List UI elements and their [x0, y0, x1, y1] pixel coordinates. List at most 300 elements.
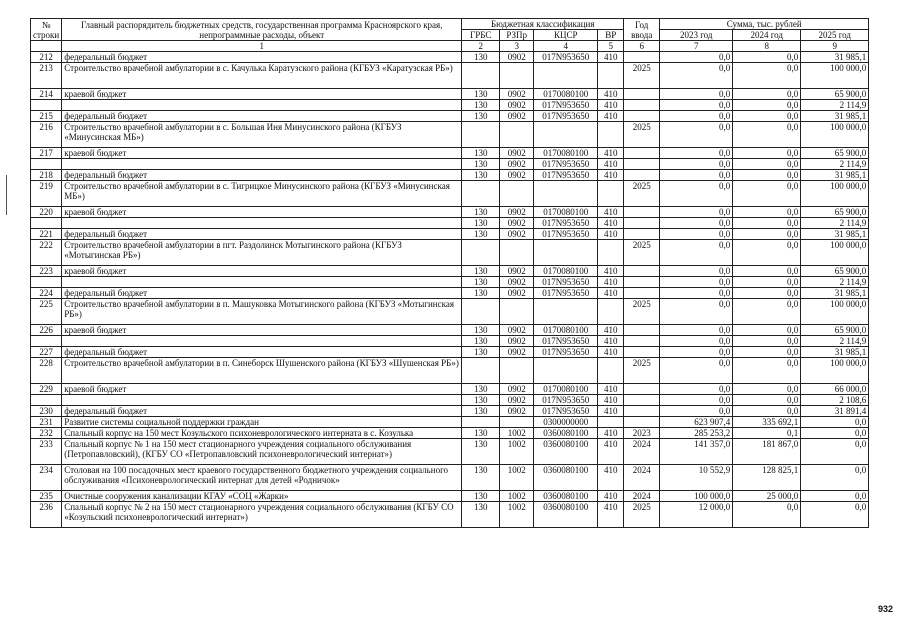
sum-2023-cell: 0,0: [660, 395, 733, 406]
csr-cell: 017N953650: [534, 406, 598, 417]
rzpr-cell: 0902: [500, 89, 534, 100]
sum-2023-cell: 12 000,0: [660, 502, 733, 528]
csr-cell: 017N953650: [534, 277, 598, 288]
csr-cell: 017N953650: [534, 395, 598, 406]
rzpr-cell: 1002: [500, 465, 534, 491]
grbs-cell: 130: [462, 428, 500, 439]
table-row: [31, 207, 869, 218]
description-cell: краевой бюджет: [62, 207, 462, 218]
colnum-1: 1: [62, 41, 462, 52]
description-cell: Строительство врачебной амбулатории в с. Тигрицкое Минусинского района (КГБУЗ «Минусинская МБ»): [62, 181, 462, 207]
table-row: [31, 439, 869, 465]
rzpr-cell: [500, 240, 534, 266]
row-number-cell: 225: [31, 299, 62, 325]
grbs-cell: 130: [462, 159, 500, 170]
csr-cell: 017N953650: [534, 111, 598, 122]
sum-2023-cell: 285 253,2: [660, 428, 733, 439]
sum-2025-cell: 0,0: [801, 417, 869, 428]
sum-2025-cell: 65 900,0: [801, 266, 869, 277]
table-row: [31, 395, 869, 406]
description-cell: федеральный бюджет: [62, 52, 462, 63]
vr-cell: [598, 358, 624, 384]
header-rzpr: РЗПр: [500, 30, 534, 41]
vr-cell: 410: [598, 170, 624, 181]
sum-2025-cell: 31 985,1: [801, 170, 869, 181]
sum-2025-cell: 0,0: [801, 428, 869, 439]
row-number-cell: 228: [31, 358, 62, 384]
year-input-cell: [624, 417, 660, 428]
sum-2025-cell: 2 114,9: [801, 100, 869, 111]
sum-2023-cell: 0,0: [660, 336, 733, 347]
rzpr-cell: 0902: [500, 148, 534, 159]
grbs-cell: 130: [462, 277, 500, 288]
csr-cell: 0360080100: [534, 428, 598, 439]
year-input-cell: 2025: [624, 122, 660, 148]
row-number-cell: 220: [31, 207, 62, 218]
rzpr-cell: 1002: [500, 491, 534, 502]
row-number-cell: 230: [31, 406, 62, 417]
sum-2023-cell: 0,0: [660, 384, 733, 395]
sum-2025-cell: 0,0: [801, 439, 869, 465]
rzpr-cell: 0902: [500, 336, 534, 347]
grbs-cell: 130: [462, 384, 500, 395]
vr-cell: 410: [598, 325, 624, 336]
rzpr-cell: 0902: [500, 325, 534, 336]
header-csr: КЦСР: [534, 30, 598, 41]
description-cell: [62, 277, 462, 288]
vr-cell: 410: [598, 347, 624, 358]
grbs-cell: [462, 122, 500, 148]
year-input-cell: [624, 384, 660, 395]
table-row: [31, 122, 869, 148]
colnum-4: 4: [534, 41, 598, 52]
year-input-cell: [624, 395, 660, 406]
sum-2025-cell: 2 108,6: [801, 395, 869, 406]
csr-cell: 017N953650: [534, 229, 598, 240]
sum-2025-cell: 31 985,1: [801, 229, 869, 240]
csr-cell: 017N953650: [534, 336, 598, 347]
sum-2024-cell: 0,0: [733, 240, 801, 266]
description-cell: федеральный бюджет: [62, 111, 462, 122]
csr-cell: 017N953650: [534, 347, 598, 358]
sum-2025-cell: 2 114,9: [801, 218, 869, 229]
grbs-cell: 130: [462, 148, 500, 159]
csr-cell: 0170080100: [534, 325, 598, 336]
vr-cell: 410: [598, 384, 624, 395]
table-row: [31, 288, 869, 299]
row-number-cell: 229: [31, 384, 62, 395]
csr-cell: 0360080100: [534, 439, 598, 465]
page-number: 932: [878, 604, 894, 614]
table-row: [31, 266, 869, 277]
margin-mark: [6, 175, 7, 215]
grbs-cell: [462, 240, 500, 266]
rzpr-cell: 0902: [500, 277, 534, 288]
row-number-cell: 226: [31, 325, 62, 336]
vr-cell: 410: [598, 502, 624, 528]
csr-cell: 0170080100: [534, 384, 598, 395]
grbs-cell: 130: [462, 439, 500, 465]
rzpr-cell: [500, 181, 534, 207]
sum-2023-cell: 0,0: [660, 299, 733, 325]
table-row: [31, 491, 869, 502]
rzpr-cell: [500, 63, 534, 89]
description-cell: [62, 395, 462, 406]
description-cell: федеральный бюджет: [62, 170, 462, 181]
rzpr-cell: 0902: [500, 52, 534, 63]
sum-2024-cell: 0,0: [733, 52, 801, 63]
csr-cell: 0170080100: [534, 207, 598, 218]
sum-2024-cell: 0,0: [733, 148, 801, 159]
table-row: [31, 52, 869, 63]
sum-2025-cell: 65 900,0: [801, 89, 869, 100]
year-input-cell: 2025: [624, 502, 660, 528]
table-row: [31, 100, 869, 111]
year-input-cell: [624, 325, 660, 336]
csr-cell: 0360080100: [534, 465, 598, 491]
vr-cell: 410: [598, 406, 624, 417]
rzpr-cell: [500, 358, 534, 384]
sum-2023-cell: 0,0: [660, 111, 733, 122]
sum-2023-cell: 0,0: [660, 325, 733, 336]
header-2024: 2024 год: [733, 30, 801, 41]
colnum-6: 6: [624, 41, 660, 52]
row-number-cell: 235: [31, 491, 62, 502]
row-number-cell: 218: [31, 170, 62, 181]
sum-2024-cell: 0,0: [733, 358, 801, 384]
year-input-cell: [624, 406, 660, 417]
colnum-5: 5: [598, 41, 624, 52]
sum-2025-cell: 65 900,0: [801, 148, 869, 159]
year-input-cell: [624, 266, 660, 277]
sum-2025-cell: 31 985,1: [801, 52, 869, 63]
sum-2025-cell: 100 000,0: [801, 181, 869, 207]
row-number-cell: 236: [31, 502, 62, 528]
vr-cell: 410: [598, 218, 624, 229]
rzpr-cell: 1002: [500, 502, 534, 528]
sum-2024-cell: 0,0: [733, 277, 801, 288]
row-number-cell: 231: [31, 417, 62, 428]
sum-2023-cell: 0,0: [660, 240, 733, 266]
table-row: [31, 277, 869, 288]
rzpr-cell: 0902: [500, 207, 534, 218]
row-number-cell: [31, 336, 62, 347]
row-number-cell: 223: [31, 266, 62, 277]
sum-2023-cell: 0,0: [660, 277, 733, 288]
grbs-cell: 130: [462, 395, 500, 406]
sum-2023-cell: 0,0: [660, 266, 733, 277]
sum-2024-cell: 0,0: [733, 229, 801, 240]
sum-2024-cell: 0,0: [733, 63, 801, 89]
row-number-cell: 224: [31, 288, 62, 299]
sum-2025-cell: 100 000,0: [801, 358, 869, 384]
grbs-cell: 130: [462, 111, 500, 122]
sum-2025-cell: 0,0: [801, 465, 869, 491]
rzpr-cell: [500, 299, 534, 325]
row-number-cell: 216: [31, 122, 62, 148]
colnum-8: 8: [733, 41, 801, 52]
sum-2023-cell: 0,0: [660, 181, 733, 207]
year-input-cell: 2023: [624, 428, 660, 439]
row-number-cell: 212: [31, 52, 62, 63]
sum-2023-cell: 10 552,9: [660, 465, 733, 491]
table-row: [31, 111, 869, 122]
csr-cell: 0170080100: [534, 89, 598, 100]
year-input-cell: [624, 347, 660, 358]
csr-cell: 017N953650: [534, 288, 598, 299]
table-row: [31, 299, 869, 325]
budget-table: [30, 18, 869, 528]
description-cell: краевой бюджет: [62, 89, 462, 100]
sum-2025-cell: 2 114,9: [801, 277, 869, 288]
sum-2023-cell: 0,0: [660, 229, 733, 240]
table-row: [31, 406, 869, 417]
table-body: [31, 52, 869, 528]
grbs-cell: 130: [462, 406, 500, 417]
description-cell: Развитие системы социальной поддержки граждан: [62, 417, 462, 428]
grbs-cell: [462, 181, 500, 207]
table-row: [31, 358, 869, 384]
row-number-cell: 213: [31, 63, 62, 89]
grbs-cell: 130: [462, 52, 500, 63]
header-budget-class: Бюджетная классификация: [462, 19, 624, 30]
sum-2024-cell: 0,0: [733, 170, 801, 181]
csr-cell: 0360080100: [534, 502, 598, 528]
csr-cell: 0170080100: [534, 266, 598, 277]
row-number-cell: 214: [31, 89, 62, 100]
sum-2025-cell: 66 000,0: [801, 384, 869, 395]
table-header: [31, 19, 869, 52]
year-input-cell: 2024: [624, 465, 660, 491]
rzpr-cell: 1002: [500, 428, 534, 439]
row-number-cell: [31, 277, 62, 288]
table-row: [31, 325, 869, 336]
grbs-cell: [462, 63, 500, 89]
grbs-cell: 130: [462, 218, 500, 229]
year-input-cell: [624, 336, 660, 347]
grbs-cell: 130: [462, 229, 500, 240]
csr-cell: 0300000000: [534, 417, 598, 428]
year-input-cell: [624, 229, 660, 240]
sum-2025-cell: 100 000,0: [801, 299, 869, 325]
rzpr-cell: 0902: [500, 100, 534, 111]
vr-cell: 410: [598, 491, 624, 502]
vr-cell: 410: [598, 89, 624, 100]
sum-2024-cell: 0,0: [733, 336, 801, 347]
year-input-cell: [624, 277, 660, 288]
row-number-cell: 219: [31, 181, 62, 207]
rzpr-cell: 0902: [500, 229, 534, 240]
csr-cell: [534, 181, 598, 207]
description-cell: федеральный бюджет: [62, 288, 462, 299]
colnum-3: 3: [500, 41, 534, 52]
year-input-cell: 2025: [624, 181, 660, 207]
year-input-cell: 2025: [624, 299, 660, 325]
sum-2024-cell: 0,0: [733, 384, 801, 395]
year-input-cell: [624, 288, 660, 299]
budget-table-sheet: [30, 18, 869, 528]
csr-cell: [534, 358, 598, 384]
sum-2023-cell: 0,0: [660, 170, 733, 181]
description-cell: краевой бюджет: [62, 325, 462, 336]
description-cell: федеральный бюджет: [62, 347, 462, 358]
vr-cell: [598, 417, 624, 428]
sum-2023-cell: 0,0: [660, 218, 733, 229]
vr-cell: 410: [598, 207, 624, 218]
year-input-cell: [624, 100, 660, 111]
row-number-cell: 222: [31, 240, 62, 266]
column-number-row: [31, 41, 869, 52]
vr-cell: 410: [598, 266, 624, 277]
description-cell: Строительство врачебной амбулатории в п. Машуковка Мотыгинского района (КГБУЗ «Мотыгинская РБ»): [62, 299, 462, 325]
sum-2024-cell: 0,0: [733, 406, 801, 417]
grbs-cell: 130: [462, 288, 500, 299]
description-cell: краевой бюджет: [62, 384, 462, 395]
header-grbs: ГРБС: [462, 30, 500, 41]
vr-cell: 410: [598, 439, 624, 465]
grbs-cell: [462, 417, 500, 428]
table-row: [31, 229, 869, 240]
rzpr-cell: 0902: [500, 170, 534, 181]
table-row: [31, 63, 869, 89]
sum-2023-cell: 0,0: [660, 63, 733, 89]
colnum-7: 7: [660, 41, 733, 52]
sum-2024-cell: 0,0: [733, 218, 801, 229]
description-cell: Столовая на 100 посадочных мест краевого государственного бюджетного учреждения социального обслуживания «Психоневрологический интернат для детей «Родничок»: [62, 465, 462, 491]
sum-2025-cell: 31 891,4: [801, 406, 869, 417]
grbs-cell: 130: [462, 336, 500, 347]
sum-2025-cell: 2 114,9: [801, 336, 869, 347]
description-cell: федеральный бюджет: [62, 406, 462, 417]
rzpr-cell: [500, 122, 534, 148]
table-row: [31, 417, 869, 428]
vr-cell: 410: [598, 52, 624, 63]
csr-cell: 017N953650: [534, 218, 598, 229]
rzpr-cell: 0902: [500, 159, 534, 170]
rzpr-cell: 0902: [500, 111, 534, 122]
rzpr-cell: 0902: [500, 218, 534, 229]
grbs-cell: 130: [462, 491, 500, 502]
table-row: [31, 428, 869, 439]
sum-2025-cell: 100 000,0: [801, 122, 869, 148]
table-row: [31, 89, 869, 100]
sum-2023-cell: 0,0: [660, 52, 733, 63]
grbs-cell: 130: [462, 266, 500, 277]
description-cell: Строительство врачебной амбулатории в пгт. Раздолинск Мотыгинского района (КГБУЗ «Мотыгинская РБ»): [62, 240, 462, 266]
vr-cell: 410: [598, 428, 624, 439]
description-cell: Спальный корпус на 150 мест Козульского психоневрологического интерната в с. Козулька: [62, 428, 462, 439]
sum-2023-cell: 0,0: [660, 100, 733, 111]
sum-2024-cell: 0,0: [733, 502, 801, 528]
sum-2024-cell: 0,0: [733, 89, 801, 100]
sum-2023-cell: 0,0: [660, 159, 733, 170]
grbs-cell: [462, 299, 500, 325]
description-cell: [62, 218, 462, 229]
description-cell: краевой бюджет: [62, 266, 462, 277]
sum-2025-cell: 31 985,1: [801, 111, 869, 122]
table-row: [31, 170, 869, 181]
grbs-cell: 130: [462, 207, 500, 218]
year-input-cell: [624, 89, 660, 100]
vr-cell: [598, 181, 624, 207]
description-cell: Спальный корпус № 1 на 150 мест стационарного учреждения социального обслуживания (Петропавловский), (КГБУ СО «Петропавловский психоневрологический интернат»): [62, 439, 462, 465]
sum-2024-cell: 0,0: [733, 288, 801, 299]
csr-cell: [534, 63, 598, 89]
rzpr-cell: [500, 417, 534, 428]
vr-cell: [598, 240, 624, 266]
row-number-cell: 215: [31, 111, 62, 122]
vr-cell: [598, 122, 624, 148]
table-row: [31, 159, 869, 170]
sum-2025-cell: 100 000,0: [801, 240, 869, 266]
grbs-cell: 130: [462, 89, 500, 100]
csr-cell: 017N953650: [534, 159, 598, 170]
sum-2025-cell: 0,0: [801, 502, 869, 528]
sum-2025-cell: 100 000,0: [801, 63, 869, 89]
row-number-cell: [31, 100, 62, 111]
vr-cell: 410: [598, 277, 624, 288]
year-input-cell: [624, 159, 660, 170]
header-2025: 2025 год: [801, 30, 869, 41]
sum-2024-cell: 335 692,1: [733, 417, 801, 428]
rzpr-cell: 0902: [500, 384, 534, 395]
grbs-cell: 130: [462, 170, 500, 181]
sum-2024-cell: 0,0: [733, 207, 801, 218]
grbs-cell: 130: [462, 465, 500, 491]
description-cell: краевой бюджет: [62, 148, 462, 159]
sum-2025-cell: 65 900,0: [801, 207, 869, 218]
table-row: [31, 502, 869, 528]
description-cell: Спальный корпус № 2 на 150 мест стационарного учреждения социального обслуживания (КГБУ СО «Козульский психоневрологический интернат»): [62, 502, 462, 528]
sum-2024-cell: 181 867,0: [733, 439, 801, 465]
colnum-2: 2: [462, 41, 500, 52]
sum-2025-cell: 31 985,1: [801, 288, 869, 299]
row-number-cell: [31, 218, 62, 229]
sum-2023-cell: 0,0: [660, 406, 733, 417]
vr-cell: 410: [598, 229, 624, 240]
year-input-cell: 2025: [624, 240, 660, 266]
vr-cell: 410: [598, 111, 624, 122]
rzpr-cell: 0902: [500, 395, 534, 406]
rzpr-cell: 1002: [500, 439, 534, 465]
sum-2025-cell: 0,0: [801, 491, 869, 502]
table-row: [31, 336, 869, 347]
description-cell: Очистные сооружения канализации КГАУ «СОЦ «Жарки»: [62, 491, 462, 502]
csr-cell: 017N953650: [534, 100, 598, 111]
description-cell: [62, 159, 462, 170]
rzpr-cell: 0902: [500, 406, 534, 417]
sum-2024-cell: 0,1: [733, 428, 801, 439]
row-number-cell: 227: [31, 347, 62, 358]
year-input-cell: [624, 218, 660, 229]
sum-2024-cell: 128 825,1: [733, 465, 801, 491]
year-input-cell: [624, 52, 660, 63]
table-row: [31, 347, 869, 358]
row-number-cell: [31, 395, 62, 406]
vr-cell: 410: [598, 159, 624, 170]
grbs-cell: 130: [462, 347, 500, 358]
csr-cell: 0360080100: [534, 491, 598, 502]
table-row: [31, 148, 869, 159]
rzpr-cell: 0902: [500, 288, 534, 299]
year-input-cell: 2025: [624, 63, 660, 89]
description-cell: Строительство врачебной амбулатории в с. Большая Иня Минусинского района (КГБУЗ «Минусинская МБ»): [62, 122, 462, 148]
grbs-cell: 130: [462, 100, 500, 111]
header-2023: 2023 год: [660, 30, 733, 41]
year-input-cell: 2024: [624, 439, 660, 465]
sum-2024-cell: 0,0: [733, 122, 801, 148]
year-input-cell: [624, 111, 660, 122]
